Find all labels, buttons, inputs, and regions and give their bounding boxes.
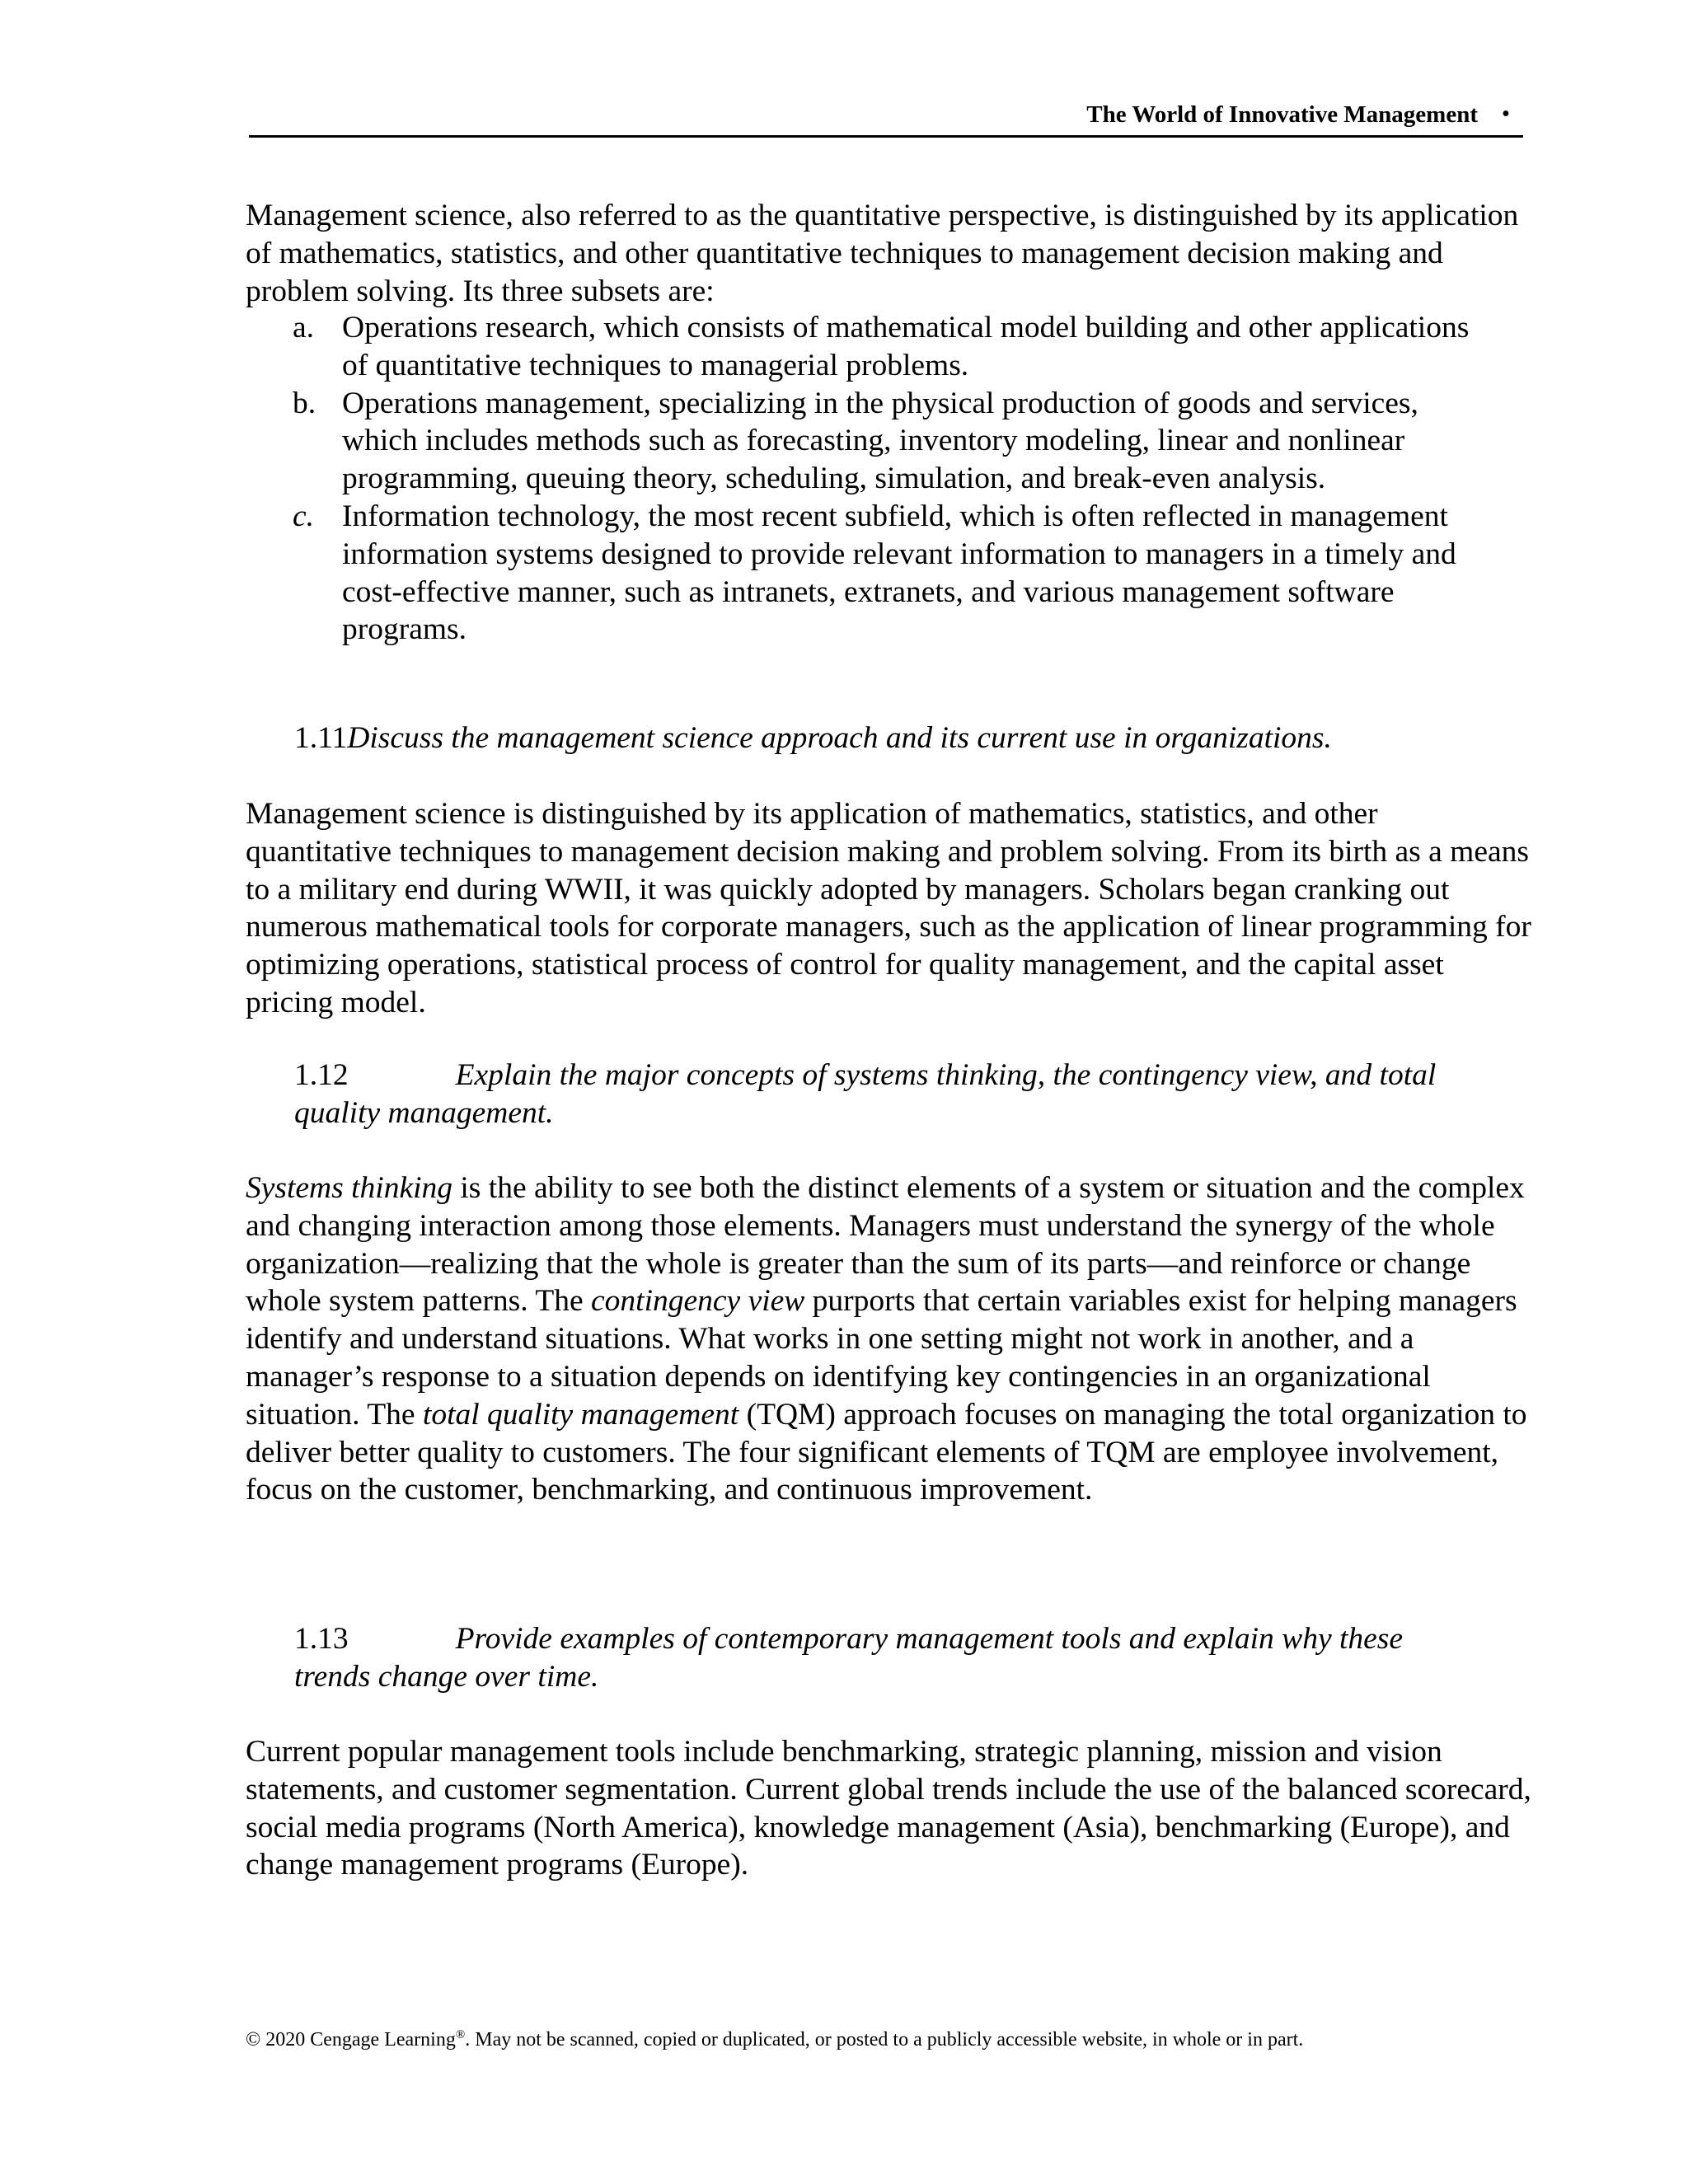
intro-paragraph: Management science, also referred to as the quantitative perspective, is distinguished by its application of mathematics, statistics, and other quantitative techniques to management decision making and problem solving. Its three subsets are: bbox=[246, 199, 1519, 308]
question-1-11 bbox=[294, 719, 1465, 757]
question-1-12 bbox=[294, 1057, 1465, 1132]
footer-prefix: © 2020 Cengage Learning bbox=[246, 2029, 456, 2050]
list-marker: c. bbox=[293, 499, 315, 533]
answer-paragraph bbox=[246, 1169, 1531, 1509]
answer-1-13 bbox=[246, 1733, 1531, 1884]
answer-text: purports that certain variables exist for helping managers identify and understand situations. What works in one setting might not work in another, and a manager’s response to a situation depends on identifying key contingencies in an organizational situation. The bbox=[246, 1284, 1517, 1432]
header-bullet: • bbox=[1501, 101, 1510, 127]
term-systems-thinking: Systems thinking bbox=[246, 1171, 453, 1205]
question-number: 1.13 bbox=[294, 1622, 349, 1656]
question-number: 1.11 bbox=[294, 721, 348, 755]
term-contingency-view: contingency view bbox=[591, 1284, 805, 1319]
list-item bbox=[293, 498, 1471, 649]
answer-text: is the ability to see both the distinct elements of a system or situation and the complex and changing interaction among those elements. Managers must understand the synergy of the whole organization—realizing that the whole is greater than the sum of its parts—and reinforce or change whole system patterns. The bbox=[246, 1171, 1525, 1319]
list-item-text: Operations management, specializing in the physical production of goods and services, which includes methods such as forecasting, inventory modeling, linear and nonlinear programming, queuing theory, scheduling, simulation, and break-even analysis. bbox=[342, 386, 1418, 496]
term-total-quality-management: total quality management bbox=[422, 1397, 739, 1432]
intro-section bbox=[246, 197, 1531, 310]
subsets-list bbox=[293, 309, 1471, 649]
running-header bbox=[249, 97, 1523, 138]
header-title: The World of Innovative Management bbox=[1086, 101, 1478, 128]
question-number: 1.12 bbox=[294, 1058, 349, 1092]
answer-1-11 bbox=[246, 795, 1531, 1022]
question-text: Explain the major concepts of systems thinking, the contingency view, and total quality management. bbox=[294, 1058, 1437, 1130]
question-1-13 bbox=[294, 1620, 1465, 1696]
list-marker: a. bbox=[293, 311, 315, 344]
answer-paragraph: Current popular management tools include benchmarking, strategic planning, mission and vision statements, and customer segmentation. Current global trends include the use of the balanced scorecard, social media programs (North America), knowledge management (Asia), benchmarking (Europe), and change management programs (Europe). bbox=[246, 1735, 1531, 1882]
list-item-text: Information technology, the most recent subfield, which is often reflected in management information systems designed to provide relevant information to managers in a timely and cost-effective manner, such as intranets, extranets, and various management software programs. bbox=[342, 499, 1456, 647]
answer-paragraph: Management science is distinguished by its application of mathematics, statistics, and other quantitative techniques to management decision making and problem solving. From its birth as a means to a military end during WWII, it was quickly adopted by managers. Scholars began cranking out numerous mathematical tools for corporate managers, such as the application of linear programming for optimizing operations, statistical process of control for quality management, and the capital asset pricing model. bbox=[246, 797, 1531, 1019]
registered-mark: ® bbox=[455, 2028, 466, 2041]
question-text: Provide examples of contemporary management tools and explain why these trends change over time. bbox=[294, 1622, 1404, 1694]
answer-text: (TQM) approach focuses on managing the total organization to deliver better quality to customers. The four significant elements of TQM are employee involvement, focus on the customer, benchmarking, and continuous improvement. bbox=[246, 1397, 1527, 1507]
list-marker: b. bbox=[293, 386, 316, 420]
list-item-text: Operations research, which consists of mathematical model building and other applications of quantitative techniques to managerial problems. bbox=[342, 311, 1470, 382]
copyright-footer bbox=[246, 2028, 1523, 2051]
list-item bbox=[293, 385, 1471, 498]
footer-suffix: . May not be scanned, copied or duplicated, or posted to a publicly accessible website, in whole or in part. bbox=[465, 2029, 1304, 2050]
answer-1-12 bbox=[246, 1169, 1531, 1509]
list-item bbox=[293, 309, 1471, 385]
question-text: Discuss the management science approach and its current use in organizations. bbox=[347, 721, 1332, 755]
